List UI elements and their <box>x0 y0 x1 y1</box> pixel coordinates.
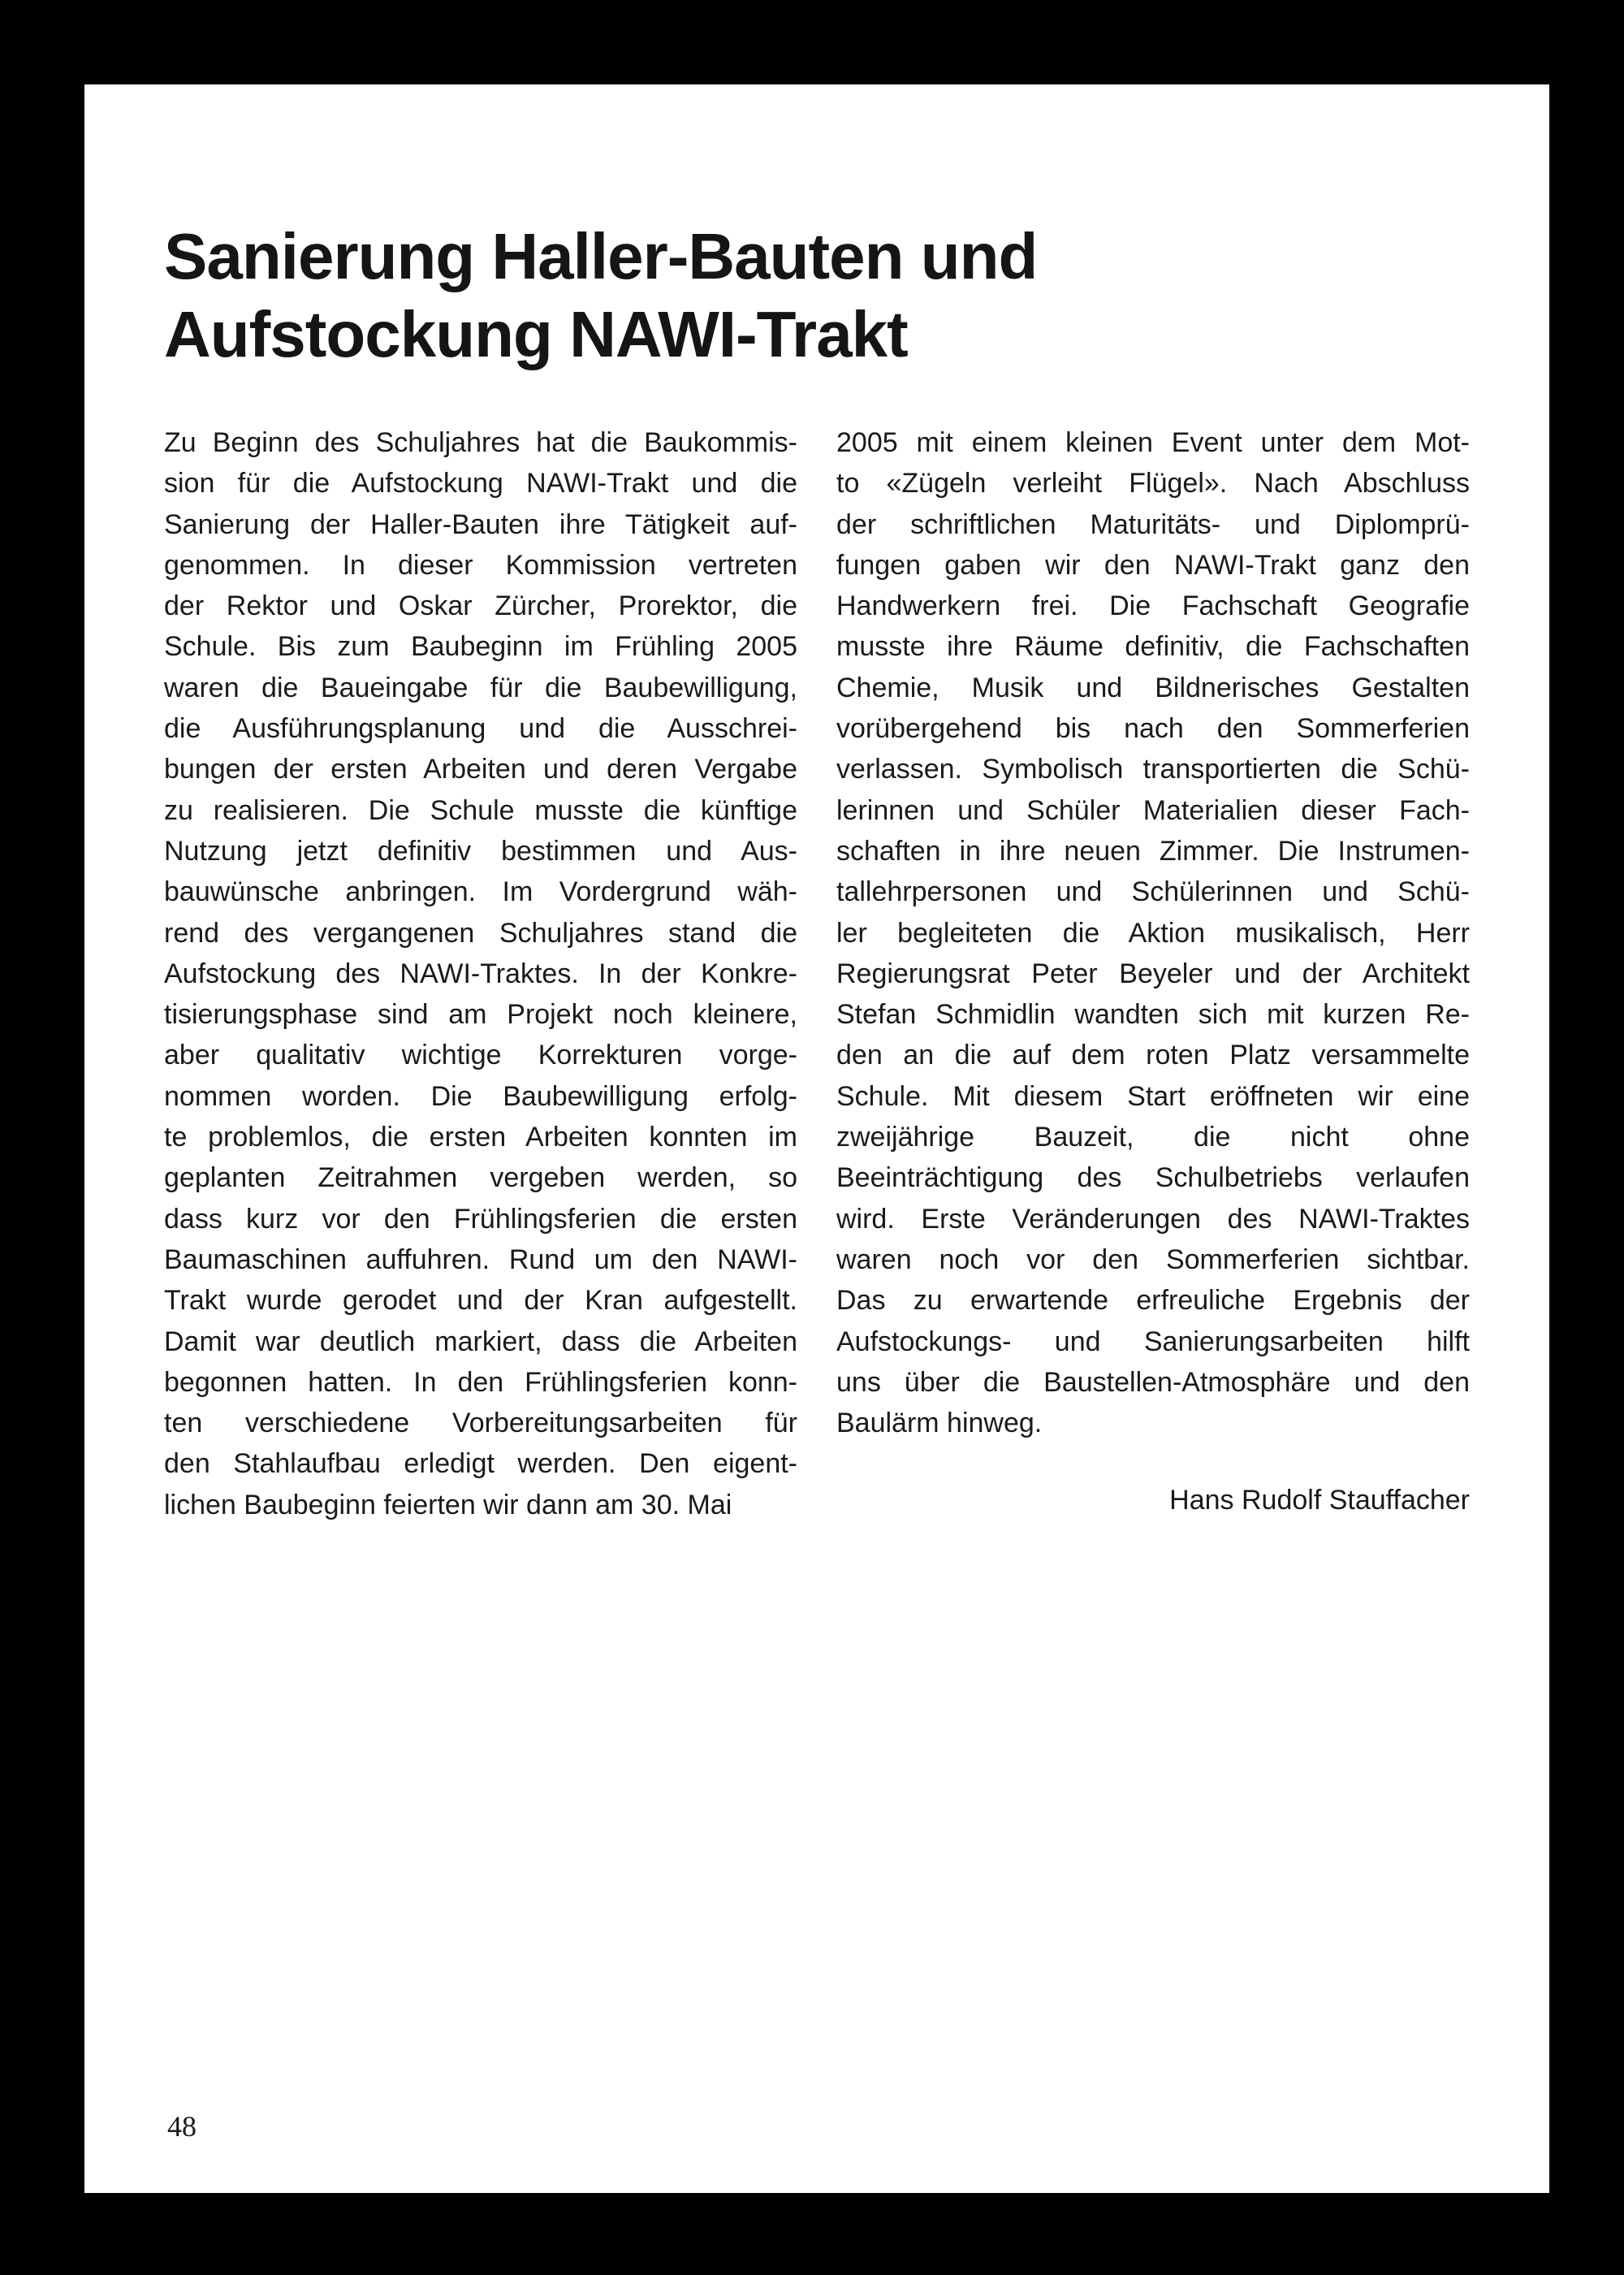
text-line: nommen worden. Die Baubewilligung erfolg- <box>164 1080 797 1112</box>
text-line: ler begleiteten die Aktion musikalisch, Herr <box>836 917 1470 949</box>
text-line: waren noch vor den Sommerferien sichtbar. <box>836 1243 1470 1275</box>
text-line: aber qualitativ wichtige Korrekturen vorge- <box>164 1040 797 1071</box>
text-line: tisierungsphase sind am Projekt noch kleinere, <box>164 999 797 1031</box>
text-line: Nutzung jetzt definitiv bestimmen und Aus- <box>164 835 797 867</box>
text-line: fungen gaben wir den NAWI-Trakt ganz den <box>836 549 1470 581</box>
right-column <box>836 422 1470 1443</box>
article-title <box>164 218 1037 374</box>
text-line: Handwerkern frei. Die Fachschaft Geografie <box>836 590 1470 622</box>
text-line: schaften in ihre neuen Zimmer. Die Instrumen- <box>836 835 1470 867</box>
text-line: tallehrpersonen und Schülerinnen und Schü- <box>836 876 1470 908</box>
text-line: bauwünsche anbringen. Im Vordergrund wäh- <box>164 876 797 908</box>
text-line: zweijährige Bauzeit, die nicht ohne <box>836 1122 1470 1153</box>
text-line: der schriftlichen Maturitäts- und Diplomprü- <box>836 508 1470 540</box>
text-line: waren die Baueingabe für die Baubewilligung, <box>164 672 797 703</box>
text-line: begonnen hatten. In den Frühlingsferien konn- <box>164 1366 797 1398</box>
text-line: wird. Erste Veränderungen des NAWI-Traktes <box>836 1203 1470 1235</box>
text-line: Schule. Mit diesem Start eröffneten wir eine <box>836 1080 1470 1112</box>
text-line: ten verschiedene Vorbereitungsarbeiten für <box>164 1408 797 1439</box>
text-line: Chemie, Musik und Bildnerisches Gestalten <box>836 672 1470 703</box>
text-line: verlassen. Symbolisch transportierten die Schü- <box>836 754 1470 785</box>
text-line: Baumaschinen auffuhren. Rund um den NAWI- <box>164 1243 797 1275</box>
text-line: Schule. Bis zum Baubeginn im Frühling 2005 <box>164 631 797 663</box>
text-line: lerinnen und Schüler Materialien dieser Fach- <box>836 794 1470 826</box>
title-line: Sanierung Haller-Bauten und <box>164 220 1038 292</box>
text-line: den an die auf dem roten Platz versammelte <box>836 1040 1470 1071</box>
text-line: Zu Beginn des Schuljahres hat die Baukommis- <box>164 427 797 458</box>
text-line: dass kurz vor den Frühlingsferien die ersten <box>164 1203 797 1235</box>
text-line: vorübergehend bis nach den Sommerferien <box>836 713 1470 745</box>
text-line: to «Zügeln verleiht Flügel». Nach Abschluss <box>836 468 1470 500</box>
title-line: Aufstockung NAWI-Trakt <box>164 298 908 370</box>
text-line: Stefan Schmidlin wandten sich mit kurzen Re- <box>836 999 1470 1031</box>
text-line: 2005 mit einem kleinen Event unter dem Mot- <box>836 427 1470 458</box>
text-line: Damit war deutlich markiert, dass die Arbeiten <box>164 1326 797 1357</box>
text-line: lichen Baubeginn feierten wir dann am 30. Mai <box>164 1489 732 1520</box>
author-signature: Hans Rudolf Stauffacher <box>1169 1485 1470 1516</box>
text-line: zu realisieren. Die Schule musste die künftige <box>164 794 797 826</box>
text-line: den Stahlaufbau erledigt werden. Den eigent- <box>164 1448 797 1480</box>
text-line: der Rektor und Oskar Zürcher, Prorektor, die <box>164 590 797 622</box>
text-line: te problemlos, die ersten Arbeiten konnten im <box>164 1122 797 1153</box>
text-line: die Ausführungsplanung und die Ausschrei- <box>164 713 797 745</box>
text-line: uns über die Baustellen-Atmosphäre und den <box>836 1366 1470 1398</box>
text-line: rend des vergangenen Schuljahres stand die <box>164 917 797 949</box>
text-line: Beeinträchtigung des Schulbetriebs verlaufen <box>836 1162 1470 1194</box>
text-line: bungen der ersten Arbeiten und deren Vergabe <box>164 754 797 785</box>
text-line: Aufstockung des NAWI-Traktes. In der Konkre- <box>164 958 797 989</box>
text-line: Regierungsrat Peter Beyeler und der Architekt <box>836 958 1470 989</box>
text-line: Sanierung der Haller-Bauten ihre Tätigkeit auf- <box>164 508 797 540</box>
text-line: genommen. In dieser Kommission vertreten <box>164 549 797 581</box>
text-line: sion für die Aufstockung NAWI-Trakt und die <box>164 468 797 500</box>
text-line: Das zu erwartende erfreuliche Ergebnis der <box>836 1285 1470 1317</box>
text-line: geplanten Zeitrahmen vergeben werden, so <box>164 1162 797 1194</box>
text-line: Trakt wurde gerodet und der Kran aufgestellt. <box>164 1285 797 1317</box>
text-line: Aufstockungs- und Sanierungsarbeiten hilft <box>836 1326 1470 1357</box>
left-column <box>164 422 797 1525</box>
text-line: musste ihre Räume definitiv, die Fachschaften <box>836 631 1470 663</box>
text-line: Baulärm hinweg. <box>836 1408 1043 1439</box>
page-number: 48 <box>167 2110 197 2143</box>
